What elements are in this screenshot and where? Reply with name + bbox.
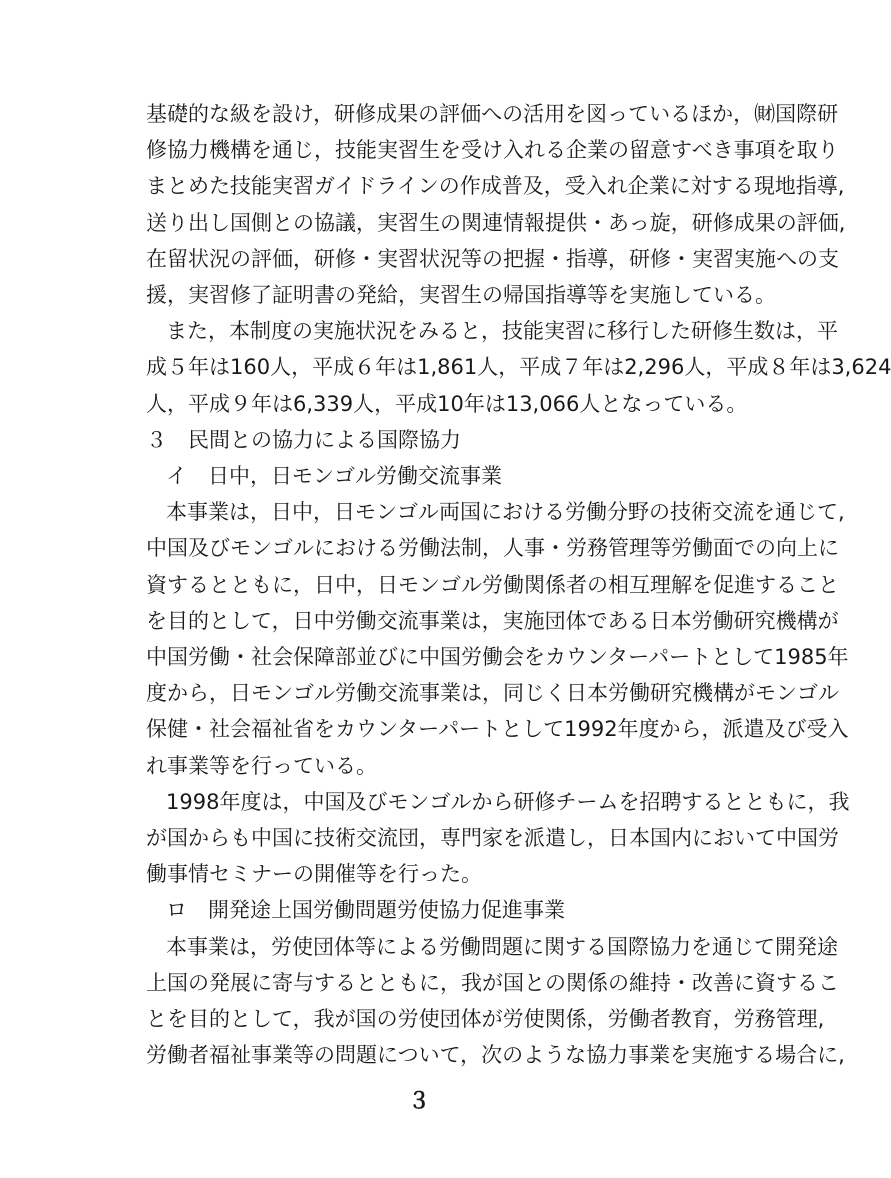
paragraph-line: 送り出し国側との協議，実習生の関連情報提供・あっ旋，研修成果の評価, xyxy=(146,210,846,235)
subsection-heading: イ 日中，日モンゴル労働交流事業 xyxy=(166,464,502,488)
paragraph-line: 人，平成９年は6,339人，平成10年は13,066人となっている。 xyxy=(146,391,748,416)
paragraph-line: 度から，日モンゴル労働交流事業は，同じく日本労働研究機構がモンゴル xyxy=(146,681,839,706)
section-heading: ３ 民間との協力による国際協力 xyxy=(146,427,461,452)
paragraph-line: 1998年度は，中国及びモンゴルから研修チームを招聘するとともに，我 xyxy=(166,789,850,814)
paragraph-line: まとめた技能実習ガイドラインの作成普及，受入れ企業に対する現地指導, xyxy=(146,174,845,199)
paragraph-line: 中国及びモンゴルにおける労働法制，人事・労務管理等労働面での向上に xyxy=(146,536,839,561)
paragraph-line: 基礎的な級を設け，研修成果の評価への活用を図っているほか，㈶国際研 xyxy=(146,102,839,126)
paragraph-line: 保健・社会福祉省をカウンターパートとして1992年度から，派遣及び受入 xyxy=(146,717,849,742)
paragraph-line: 援，実習修了証明書の発給，実習生の帰国指導等を実施している。 xyxy=(146,283,776,307)
paragraph-line: 本事業は，労使団体等による労働問題に関する国際協力を通じて開発途 xyxy=(166,934,838,959)
paragraph-line: れ事業等を行っている。 xyxy=(146,753,377,778)
paragraph-line: 本事業は，日中，日モンゴル両国における労働分野の技術交流を通じて, xyxy=(166,500,845,525)
paragraph-line: 中国労働・社会保障部並びに中国労働会をカウンターパートとして1985年 xyxy=(146,645,849,669)
page-number: ３ xyxy=(407,1089,430,1114)
paragraph-line: 労働者福祉事業等の問題について，次のような協力事業を実施する場合に, xyxy=(146,1043,845,1068)
paragraph-line: 修協力機構を通じ，技能実習生を受け入れる企業の留意すべき事項を取り xyxy=(146,138,839,163)
paragraph-line: 働事情セミナーの開催等を行った。 xyxy=(146,862,482,887)
paragraph-line: 上国の発展に寄与するとともに，我が国との関係の維持・改善に資するこ xyxy=(146,970,839,995)
subsection-heading: ロ 開発途上国労働問題労使協力促進事業 xyxy=(166,898,565,923)
paragraph-line: 資するとともに，日中，日モンゴル労働関係者の相互理解を促進すること xyxy=(146,572,839,597)
paragraph-line: を目的として，日中労働交流事業は，実施団体である日本労働研究機構が xyxy=(146,608,839,633)
paragraph-line: 成５年は160人，平成６年は1,861人，平成７年は2,296人，平成８年は3,624 xyxy=(146,355,891,380)
paragraph-line: が国からも中国に技術交流団，専門家を派遣し，日本国内において中国労 xyxy=(146,826,839,850)
paragraph-line: また，本制度の実施状況をみると，技能実習に移行した研修生数は，平 xyxy=(166,319,838,344)
paragraph-line: とを目的として，我が国の労使団体が労使関係，労働者教育，労務管理, xyxy=(146,1007,825,1031)
paragraph-line: 在留状況の評価，研修・実習状況等の把握・指導，研修・実習実施への支 xyxy=(146,246,839,271)
